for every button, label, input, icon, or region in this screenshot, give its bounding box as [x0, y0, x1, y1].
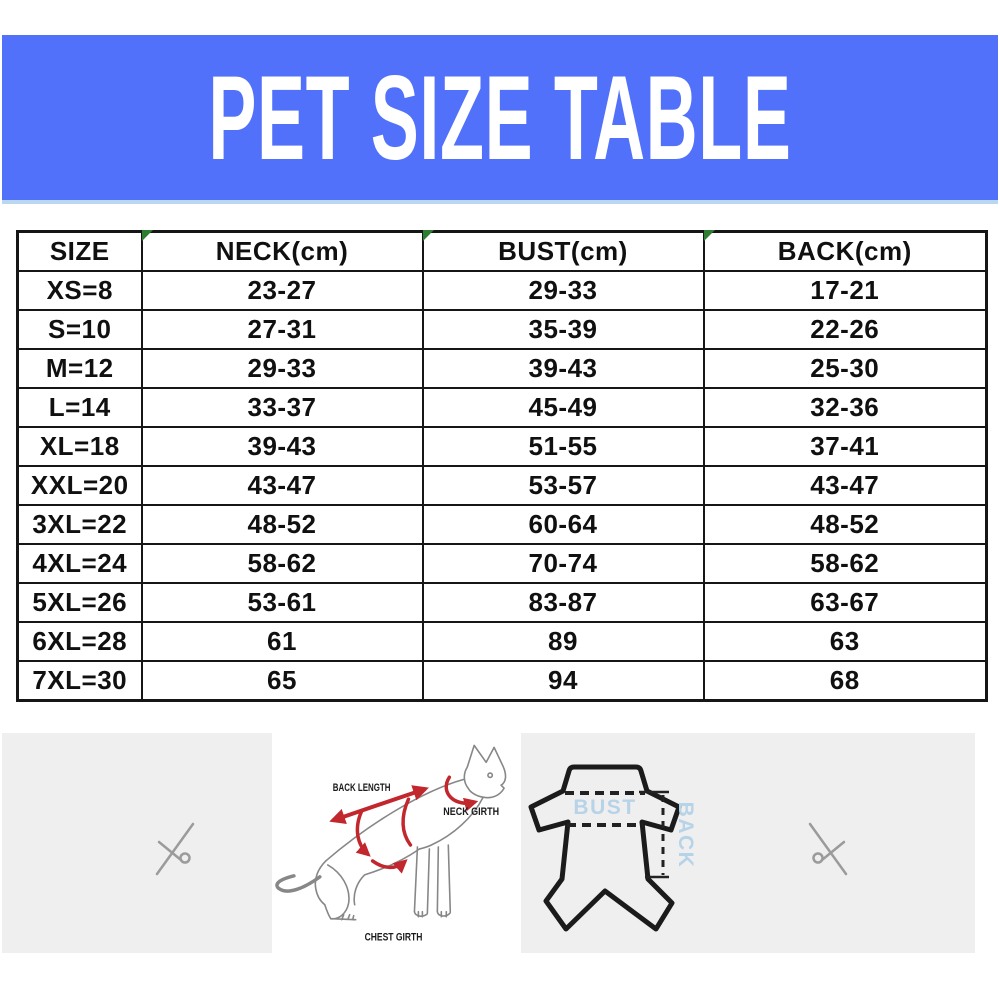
- table-row: [18, 583, 987, 622]
- broken-image-icon: [798, 812, 868, 882]
- cell-neck: 23-27: [142, 271, 423, 310]
- cell-bust: 51-55: [423, 427, 704, 466]
- cell-neck: 61: [142, 622, 423, 661]
- cell-size: L=14: [18, 388, 142, 427]
- neck-girth-label: NECK GIRTH: [443, 806, 500, 819]
- garment-measurement-panel: [521, 733, 975, 953]
- table-row: [18, 349, 987, 388]
- cell-size: XS=8: [18, 271, 142, 310]
- cell-corner-flag: [704, 230, 715, 241]
- cell-neck: 53-61: [142, 583, 423, 622]
- cell-bust: 29-33: [423, 271, 704, 310]
- size-table-body: [18, 271, 987, 701]
- cell-back: 17-21: [704, 271, 987, 310]
- cell-neck: 58-62: [142, 544, 423, 583]
- chest-girth-arc: [373, 861, 405, 867]
- cell-bust: 70-74: [423, 544, 704, 583]
- page-title: PET SIZE TABLE: [208, 50, 792, 185]
- cell-bust: 89: [423, 622, 704, 661]
- header-back-label: BACK(cm): [777, 236, 912, 266]
- cell-size: XL=18: [18, 427, 142, 466]
- cell-back: 43-47: [704, 466, 987, 505]
- table-row: [18, 310, 987, 349]
- cell-neck: 39-43: [142, 427, 423, 466]
- cell-size: 3XL=22: [18, 505, 142, 544]
- table-row: [18, 271, 987, 310]
- table-header-row: [18, 232, 987, 272]
- cell-back: 25-30: [704, 349, 987, 388]
- cell-bust: 45-49: [423, 388, 704, 427]
- cell-size: S=10: [18, 310, 142, 349]
- cell-neck: 48-52: [142, 505, 423, 544]
- header-neck: [142, 232, 423, 272]
- table-row: [18, 661, 987, 701]
- cell-bust: 35-39: [423, 310, 704, 349]
- cell-bust: 39-43: [423, 349, 704, 388]
- cell-back: 37-41: [704, 427, 987, 466]
- garment-diagram: [521, 733, 975, 953]
- cat-outline: [277, 745, 506, 919]
- bust-label: BUST: [573, 796, 637, 819]
- chest-girth-label: CHEST GIRTH: [364, 931, 423, 944]
- table-row: [18, 388, 987, 427]
- back-label: BACK: [674, 801, 697, 869]
- broken-image-icon: [135, 812, 205, 882]
- cell-back: 68: [704, 661, 987, 701]
- cell-size: 6XL=28: [18, 622, 142, 661]
- header-neck-label: NECK(cm): [215, 236, 349, 266]
- cell-size: 4XL=24: [18, 544, 142, 583]
- cell-neck: 33-37: [142, 388, 423, 427]
- cell-size: 5XL=26: [18, 583, 142, 622]
- cell-bust: 83-87: [423, 583, 704, 622]
- cell-corner-flag: [142, 230, 153, 241]
- table-row: [18, 544, 987, 583]
- cat-measurement-panel: [272, 733, 521, 953]
- header-back: [704, 232, 987, 272]
- title-banner: [2, 35, 998, 204]
- pet-size-table: [16, 230, 988, 702]
- cell-back: 48-52: [704, 505, 987, 544]
- cell-size: XXL=20: [18, 466, 142, 505]
- header-size: [18, 232, 142, 272]
- cell-bust: 94: [423, 661, 704, 701]
- header-bust: [423, 232, 704, 272]
- cell-neck: 43-47: [142, 466, 423, 505]
- cell-back: 63-67: [704, 583, 987, 622]
- back-length-label: BACK LENGTH: [332, 782, 391, 795]
- table-row: [18, 427, 987, 466]
- cell-size: 7XL=30: [18, 661, 142, 701]
- cat-diagram: [272, 733, 521, 953]
- cell-neck: 29-33: [142, 349, 423, 388]
- cell-bust: 60-64: [423, 505, 704, 544]
- header-bust-label: BUST(cm): [498, 236, 628, 266]
- cell-corner-flag: [423, 230, 434, 241]
- table-row: [18, 505, 987, 544]
- cell-neck: 27-31: [142, 310, 423, 349]
- header-size-label: SIZE: [49, 236, 110, 266]
- cell-back: 22-26: [704, 310, 987, 349]
- cell-back: 63: [704, 622, 987, 661]
- cell-neck: 65: [142, 661, 423, 701]
- cell-size: M=12: [18, 349, 142, 388]
- chest-girth-arc: [403, 799, 410, 845]
- cell-back: 58-62: [704, 544, 987, 583]
- table-row: [18, 466, 987, 505]
- cell-bust: 53-57: [423, 466, 704, 505]
- cell-back: 32-36: [704, 388, 987, 427]
- table-row: [18, 622, 987, 661]
